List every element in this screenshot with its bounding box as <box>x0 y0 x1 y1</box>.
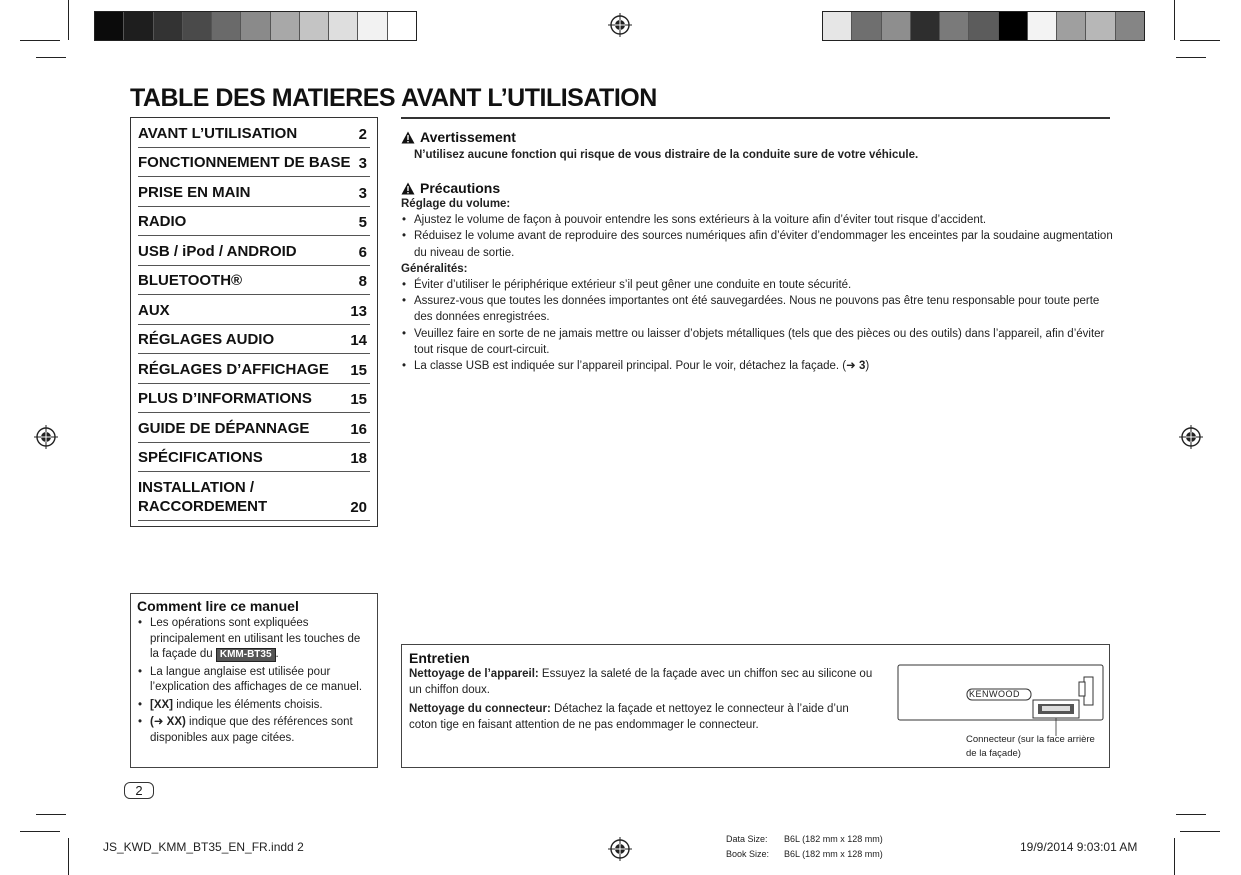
color-swatch <box>212 12 241 40</box>
color-swatch <box>911 12 940 40</box>
page-reference[interactable]: ➜ 3 <box>846 360 866 373</box>
toc-title: TABLE DES MATIERES <box>130 84 396 112</box>
color-swatch <box>969 12 998 40</box>
registration-mark-icon <box>34 425 58 449</box>
color-swatch <box>882 12 911 40</box>
list-item: • Ajustez le volume de façon à pouvoir entendre les sons extérieurs à la voiture afin d’éviter tout risque d’accident. <box>401 212 1113 228</box>
toc-item-label: AUX <box>138 301 170 319</box>
crop-line <box>68 0 69 40</box>
precautions-heading <box>401 180 1113 196</box>
color-swatch <box>329 12 358 40</box>
maintenance-heading: Entretien <box>409 650 470 666</box>
manual-b1-text: Les opérations sont expliquées principalement en utilisant les touches de la façade du <box>150 617 361 660</box>
warning-heading <box>401 129 1113 145</box>
toc-item[interactable] <box>138 266 370 296</box>
page-title: AVANT L’UTILISATION <box>401 84 657 112</box>
toc-item-label: PLUS D’INFORMATIONS <box>138 390 312 407</box>
toc-item[interactable] <box>138 148 370 178</box>
color-swatch <box>1116 12 1144 40</box>
toc-item-page: 15 <box>350 391 367 408</box>
toc-item[interactable] <box>138 118 370 148</box>
color-swatch <box>124 12 153 40</box>
color-swatch <box>852 12 881 40</box>
warning-triangle-icon <box>401 131 415 144</box>
toc-item[interactable] <box>138 207 370 237</box>
volume-label: Réglage du volume: <box>401 198 511 210</box>
warning-heading-text: Avertissement <box>420 129 516 145</box>
data-size-label: Data Size: <box>726 834 768 844</box>
toc-item-label-line1: INSTALLATION / <box>138 479 255 496</box>
crop-line <box>68 838 69 875</box>
manual-b3-bold: [XX] <box>150 698 173 711</box>
toc-item[interactable] <box>138 384 370 414</box>
model-badge: KMM-BT35 <box>216 648 276 662</box>
footer-timestamp: 19/9/2014 9:03:01 AM <box>1020 840 1138 854</box>
toc-item-label <box>138 478 267 516</box>
toc-item-page: 13 <box>350 302 367 320</box>
main-content <box>401 129 1113 375</box>
list-item: • Assurez-vous que toutes les données importantes ont été sauvegardées. Nous ne pouvons pas être tenu responsable pour toute perte des données enregistrées. <box>401 293 1113 326</box>
crop-line <box>1176 57 1206 58</box>
maintenance-p1-text: Essuyez la saleté de la façade avec un chiffon sec au silicone ou un chiffon doux. <box>409 668 873 696</box>
crop-line <box>20 40 60 41</box>
list-item <box>137 698 371 714</box>
list-item <box>137 665 371 696</box>
maintenance-p1 <box>409 666 879 698</box>
crop-line <box>20 831 60 832</box>
color-swatch <box>823 12 852 40</box>
toc-box <box>130 117 378 527</box>
color-swatch <box>999 12 1028 40</box>
list-item <box>137 715 371 746</box>
toc-item-label: GUIDE DE DÉPANNAGE <box>138 419 310 437</box>
toc-item-label: RÉGLAGES D’AFFICHAGE <box>138 360 329 378</box>
color-swatch <box>300 12 329 40</box>
usb-text: La classe USB est indiquée sur l’appareil principal. Pour le voir, détachez la façade. ( <box>414 360 847 373</box>
toc-item-label-line2: RACCORDEMENT <box>138 498 268 515</box>
volume-bullets <box>401 212 1113 261</box>
list-item: • Éviter d’utiliser le périphérique extérieur s’il peut gêner une conduite en toute sécurité. <box>401 277 1113 293</box>
registration-mark-icon <box>608 837 632 861</box>
footer-filename: JS_KWD_KMM_BT35_EN_FR.indd 2 <box>103 840 304 854</box>
toc-item[interactable] <box>138 325 370 355</box>
toc-item[interactable] <box>138 413 370 443</box>
toc-item-label: USB / iPod / ANDROID <box>138 242 297 260</box>
toc-item[interactable] <box>138 177 370 207</box>
title-rule <box>401 117 1110 119</box>
crop-line <box>1180 831 1220 832</box>
toc-item-label: SPÉCIFICATIONS <box>138 449 263 466</box>
toc-item-label: FONCTIONNEMENT DE BASE <box>138 154 351 171</box>
manual-heading: Comment lire ce manuel <box>137 598 299 614</box>
color-swatch <box>183 12 212 40</box>
toc-item-page: 2 <box>358 125 367 143</box>
toc-item[interactable] <box>138 236 370 266</box>
manual-b1-end: . <box>275 648 279 660</box>
brand-logo: KENWOOD <box>969 689 1021 699</box>
crop-line <box>36 57 66 58</box>
manual-bullets <box>137 616 371 746</box>
toc-item-installation[interactable] <box>138 472 370 521</box>
warning-triangle-icon <box>401 182 415 195</box>
color-swatch <box>940 12 969 40</box>
list-item: • Réduisez le volume avant de reproduire des sources numériques afin d’éviter d’endommager les enceintes par la soudaine augmentation du niveau de sortie. <box>401 228 1113 261</box>
toc-item-label: BLUETOOTH® <box>138 272 243 289</box>
warning-text: N’utilisez aucune fonction qui risque de vous distraire de la conduite sure de votre véhicule. <box>414 149 919 161</box>
maintenance-p2 <box>409 701 879 733</box>
color-swatch <box>1057 12 1086 40</box>
color-swatch <box>388 12 416 40</box>
footer-sizes <box>726 834 883 859</box>
book-size-value: B6L (182 mm x 128 mm) <box>784 849 883 859</box>
color-swatch <box>271 12 300 40</box>
toc-item-page: 3 <box>358 155 367 172</box>
usb-close: ) <box>865 360 870 373</box>
maintenance-box <box>401 644 1110 768</box>
manual-box <box>130 593 378 768</box>
toc-item-label: AVANT L’UTILISATION <box>138 124 298 142</box>
data-size-value: B6L (182 mm x 128 mm) <box>784 834 883 844</box>
manual-b3-text: indique les éléments choisis. <box>173 698 323 711</box>
crop-line <box>36 814 66 815</box>
registration-mark-icon <box>1179 425 1203 449</box>
crop-line <box>1176 814 1206 815</box>
toc-item-page: 20 <box>350 499 367 516</box>
toc-item-page: 6 <box>358 243 367 261</box>
toc-item-page: 14 <box>350 332 367 349</box>
maintenance-p1-label: Nettoyage de l’appareil: <box>409 668 539 680</box>
connector-caption <box>966 733 1095 761</box>
color-swatch <box>1086 12 1115 40</box>
color-swatch <box>95 12 124 40</box>
crop-line <box>1174 0 1175 40</box>
usb-bullet <box>401 358 1113 374</box>
manual-b4-text: indique que des références sont disponibles aux page citées. <box>150 716 353 744</box>
toc-item-page: 8 <box>358 273 367 290</box>
color-swatch <box>1028 12 1057 40</box>
list-item: • Veuillez faire en sorte de ne jamais mettre ou laisser d’objets métalliques (tels que des pièces ou des outils) dans l’appareil, afin d’éviter tout risque de court-circuit. <box>401 326 1113 359</box>
color-bar-right <box>822 11 1145 41</box>
toc-item-page: 5 <box>358 214 367 231</box>
toc-item[interactable] <box>138 354 370 384</box>
color-swatch <box>241 12 270 40</box>
page-number: 2 <box>124 782 154 799</box>
manual-b2-text: La langue anglaise est utilisée pour l’explication des affichages de ce manuel. <box>150 665 363 693</box>
toc-item-label: RADIO <box>138 213 187 230</box>
caption-line2: de la façade) <box>966 748 1021 759</box>
toc-item-page: 18 <box>350 450 367 467</box>
color-swatch <box>154 12 183 40</box>
manual-b4-bold: (➜ XX) <box>150 716 186 728</box>
toc-item-page: 16 <box>350 420 367 438</box>
toc-list <box>138 118 370 472</box>
general-label: Généralités: <box>401 262 468 275</box>
toc-item-page: 3 <box>358 184 367 202</box>
color-bar-left <box>94 11 417 41</box>
crop-line <box>1180 40 1220 41</box>
caption-line1: Connecteur (sur la face arrière <box>966 734 1095 745</box>
precautions-heading-text: Précautions <box>420 180 501 196</box>
crop-line <box>1174 838 1175 875</box>
general-bullets <box>401 277 1113 358</box>
toc-item[interactable] <box>138 295 370 325</box>
faceplate-illustration <box>897 664 1107 736</box>
toc-item-label: PRISE EN MAIN <box>138 183 251 201</box>
maintenance-p2-label: Nettoyage du connecteur: <box>409 703 551 715</box>
maintenance-p2-text: Détachez la façade et nettoyez le connecteur à l’aide d’un coton tige en faisant attention de ne pas endommager le connecteur. <box>409 703 849 731</box>
list-item <box>401 358 1113 374</box>
registration-mark-icon <box>608 13 632 37</box>
list-item <box>137 616 371 663</box>
color-swatch <box>358 12 387 40</box>
toc-item-label: RÉGLAGES AUDIO <box>138 331 275 348</box>
toc-item[interactable] <box>138 443 370 473</box>
book-size-label: Book Size: <box>726 849 770 859</box>
toc-item-page: 15 <box>350 361 367 379</box>
